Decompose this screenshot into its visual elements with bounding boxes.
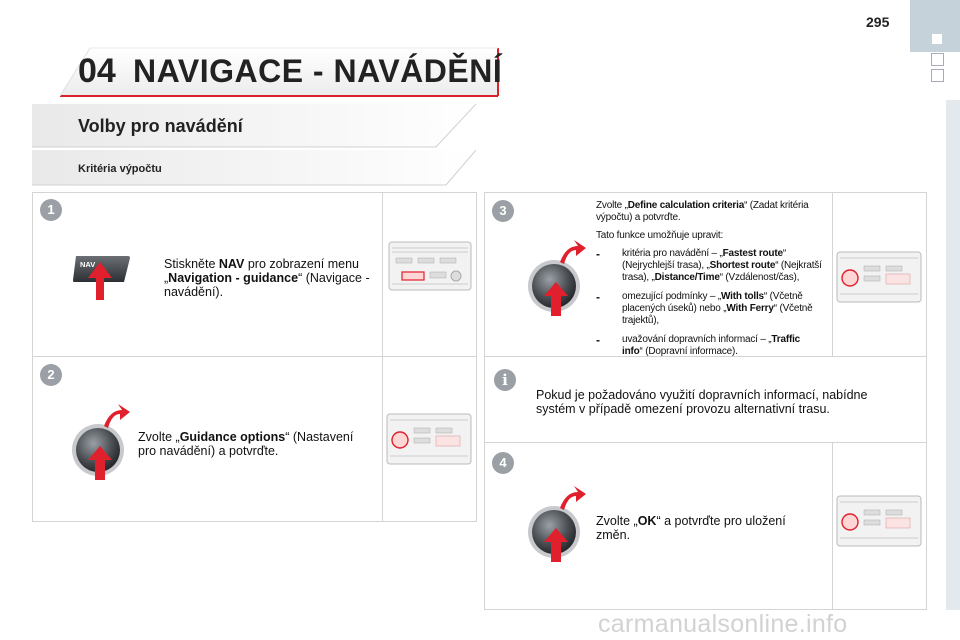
step-badge-2: 2: [40, 364, 62, 386]
step-badge-3: 3: [492, 200, 514, 222]
section-title: Volby pro navádění: [78, 116, 243, 136]
rotary-knob-icon: [526, 486, 586, 566]
step-3-intro: Zvolte „Define calculation criteria“ (Zadat kritéria výpočtu) a potvrďte.: [596, 200, 809, 223]
info-icon: i: [494, 369, 516, 391]
rotary-knob-icon: [70, 404, 130, 484]
subsection-title: Kritéria výpočtu: [78, 163, 162, 175]
step-3-bullets: [596, 248, 822, 358]
list-item: - uvažování dopravních informací – „Traffic info“ (Dopravní informace).: [596, 333, 801, 357]
column-divider: [832, 442, 833, 610]
radio-unit-icon: [386, 412, 472, 466]
side-marker-box: [931, 53, 944, 66]
step-4-text: Zvolte „OK“ a potvrďte pro uložení změn.: [596, 514, 786, 542]
step-badge-4: 4: [492, 452, 514, 474]
chapter-corner-tab: [910, 0, 960, 52]
list-item: - kritéria pro navádění – „Fastest route“ (Nejrychlejší trasa), „Shortest route“ (Nejkratší trasa), „Distance/Time“ (Vzdálenost/čas),: [596, 247, 822, 283]
column-divider: [382, 192, 383, 522]
radio-unit-icon: [388, 238, 472, 294]
step-2-text: Zvolte „Guidance options“ (Nastavení pro navádění) a potvrďte.: [138, 430, 354, 458]
radio-unit-icon: [836, 494, 922, 548]
step-badge-1: 1: [40, 199, 62, 221]
step-1-text: Stiskněte NAV pro zobrazení menu „Navigation - guidance“ (Navigace - navádění).: [164, 257, 370, 299]
column-divider: [832, 192, 833, 357]
chapter-number: 04: [78, 52, 116, 90]
rotary-knob-icon: [526, 240, 586, 320]
radio-unit-icon: [836, 250, 922, 304]
side-strip: [946, 100, 960, 610]
chapter-title: NAVIGACE - NAVÁDĚNÍ: [133, 53, 503, 89]
side-marker-box: [931, 69, 944, 82]
info-text: Pokud je požadováno využití dopravních informací, nabídne systém v případě omezení provozu alternativní trasu.: [536, 388, 868, 416]
step-divider: [32, 356, 477, 357]
list-item: - omezující podmínky – „With tolls“ (Včetně placených úseků) nebo „With Ferry“ (Včetně trajektů),: [596, 290, 813, 326]
watermark: carmanualsonline.info: [598, 610, 848, 638]
step-3-lead: Tato funkce umožňuje upravit:: [596, 230, 724, 241]
step-3-text: [596, 200, 822, 365]
press-arrow-icon: [88, 262, 112, 300]
page-number: 295: [866, 14, 890, 30]
step-divider: [484, 442, 927, 443]
nav-key-label: NAV: [80, 260, 96, 269]
